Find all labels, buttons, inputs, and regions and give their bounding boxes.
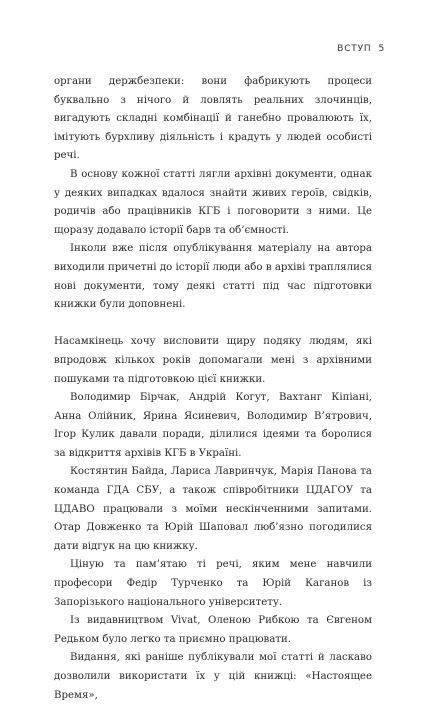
paragraph: органи держбезпеки: вони фабрикують процеси буквально з нічого й ловлять реальних злочинців, вигадують складні комбінації й ганебно провалюють їх, імітують бурхливу діяльність і крадуть у людей особисті речі. <box>54 76 372 162</box>
paragraph: Костянтин Байда, Лариса Лавринчук, Марія Панова та команда ГДА СБУ, а також співробітники ЦДАГОУ та ЦДАВО працювали з моїми нескінченними запитами. Отар Довженко та Юрій Шаповал люб’язно погодилися дати відгук на цю книжку. <box>54 466 372 552</box>
paragraph: Із видавництвом Vivat, Оленою Рибкою та Євгеном Редьком було легко та приємно працювати. <box>54 615 372 645</box>
paragraph: Володимир Бірчак, Андрій Когут, Вахтанг Кіпіані, Анна Олійник, Ярина Ясиневич, Володимир В’ятрович, Ігор Кулик давали поради, ділилися ідеями та боролися за відкриття архівів КГБ в Україні. <box>54 392 372 459</box>
paragraph: Насамкінець хочу висловити щиру подяку людям, які впродовж кількох років допомагали мені з архівними пошуками та підготовкою цієї книжки. <box>54 336 372 385</box>
paragraph: Ціную та пам’ятаю ті речі, яким мене навчили професори Федір Турченко та Юрій Каганов із Запорізького національного університету. <box>54 559 372 608</box>
paragraph: Інколи вже після опублікування матеріалу на автора виходили причетні до історії люди або в архіві траплялися нові документи, тому деякі статті під час підготовки книжки були доповнені. <box>54 243 372 311</box>
paragraph: В основу кожної статті лягли архівні документи, однак у деяких випадках вдалося знайти живих героїв, свідків, родичів або працівників КГБ і поговорити з ними. Це щоразу додавало історії барв та об’ємності. <box>54 168 372 236</box>
body-text <box>54 73 372 705</box>
page-number: 5 <box>378 44 385 54</box>
running-head <box>337 44 385 54</box>
section-title: ВСТУП <box>337 44 372 54</box>
paragraph: Видання, які раніше публікували мої статті й ласкаво дозволили використати їх у цій книжці: «Настоящее Время», <box>54 652 372 701</box>
